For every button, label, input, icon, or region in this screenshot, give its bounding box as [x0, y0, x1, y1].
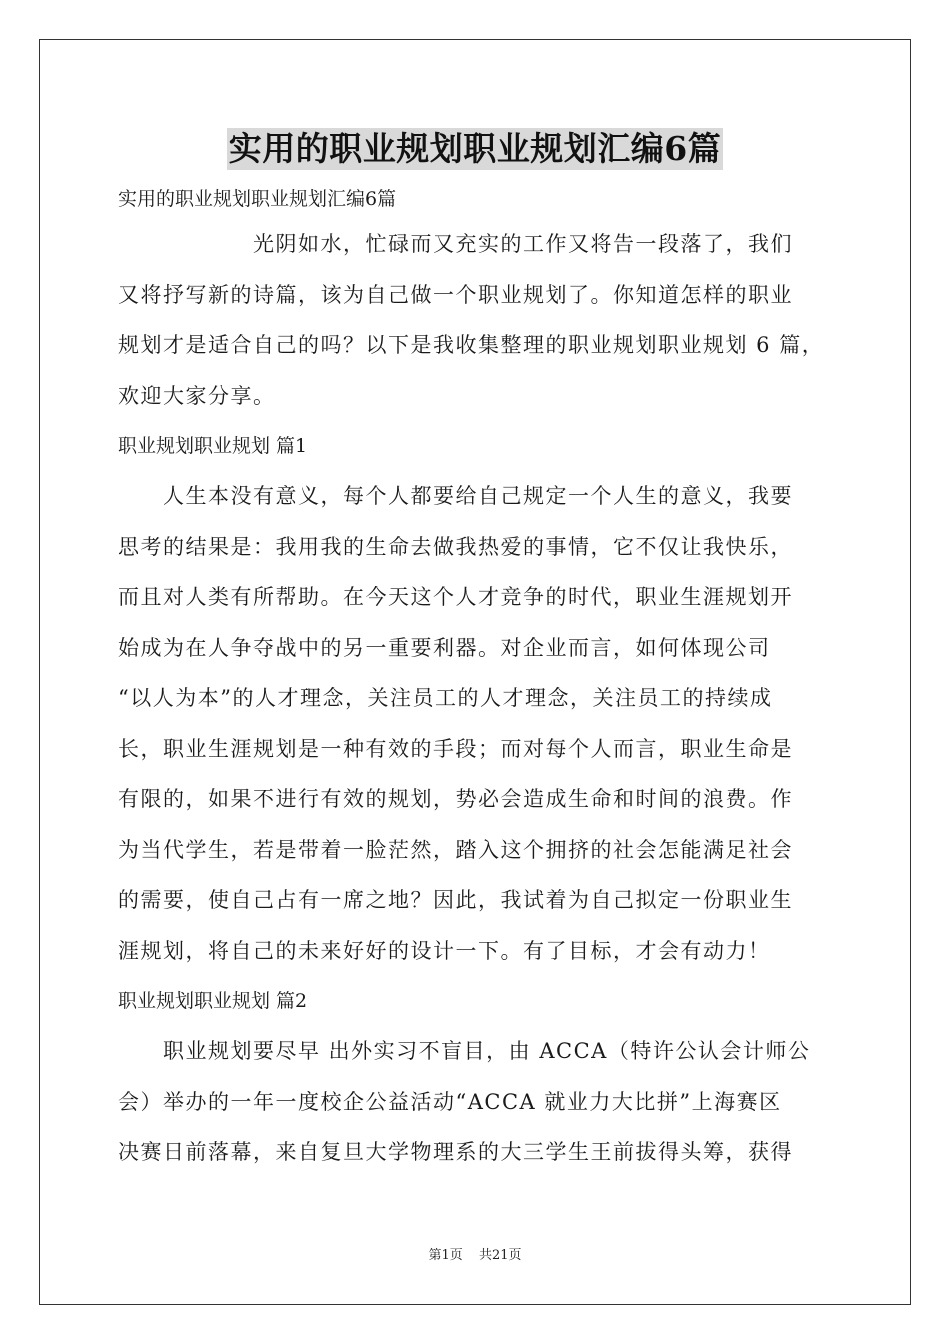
document-subtitle: 实用的职业规划职业规划汇编6篇: [118, 188, 397, 210]
page-footer: [0, 1247, 950, 1265]
text-line: 的需要，使自己占有一席之地？因此，我试着为自己拟定一份职业生: [118, 888, 793, 912]
text-line: 为当代学生，若是带着一脸茫然，踏入这个拥挤的社会怎能满足社会: [118, 837, 793, 862]
intro-paragraph: [118, 219, 834, 421]
text-line: 规划才是适合自己的吗？以下是我收集整理的职业规划职业规划 6 篇，: [118, 333, 825, 357]
text-line: 会）举办的一年一度校企公益活动“ACCA 就业力大比拼”上海赛区: [118, 1089, 782, 1114]
document-body: [118, 180, 834, 1178]
text-line: 始成为在人争夺战中的另一重要利器。对企业而言，如何体现公司: [118, 635, 771, 660]
text-line: 人生本没有意义，每个人都要给自己规定一个人生的意义，我要: [118, 484, 793, 508]
text-line: 长，职业生涯规划是一种有效的手段；而对每个人而言，职业生命是: [118, 736, 793, 761]
document-title: 实用的职业规划职业规划汇编6篇: [228, 129, 722, 168]
text-line: 欢迎大家分享。: [118, 383, 276, 408]
section-heading: 职业规划职业规划 篇1: [118, 435, 308, 457]
text-line: 而且对人类有所帮助。在今天这个人才竞争的时代，职业生涯规划开: [118, 585, 793, 609]
text-line: 涯规划，将自己的未来好好的设计一下。有了目标，才会有动力！: [118, 938, 771, 963]
text-line: 职业规划要尽早 出外实习不盲目，由 ACCA（特许公认会计师公: [118, 1039, 811, 1063]
page-number: 第1页: [428, 1248, 463, 1263]
text-line: 思考的结果是：我用我的生命去做我热爱的事情，它不仅让我快乐，: [118, 534, 793, 559]
section-1: [118, 421, 834, 976]
title-wrap: [0, 128, 950, 170]
section-heading: 职业规划职业规划 篇2: [118, 990, 308, 1012]
text-line: 决赛日前落幕，来自复旦大学物理系的大三学生王前拔得头筹，获得: [118, 1140, 793, 1164]
text-line: 光阴如水，忙碌而又充实的工作又将告一段落了，我们: [118, 232, 793, 256]
text-line: 又将抒写新的诗篇，该为自己做一个职业规划了。你知道怎样的职业: [118, 282, 793, 307]
section-2: [118, 976, 834, 1178]
text-line: “以人为本”的人才理念，关注员工的人才理念，关注员工的持续成: [118, 686, 773, 710]
text-line: 有限的，如果不进行有效的规划，势必会造成生命和时间的浪费。作: [118, 787, 793, 811]
page-total: 共21页: [478, 1248, 522, 1263]
